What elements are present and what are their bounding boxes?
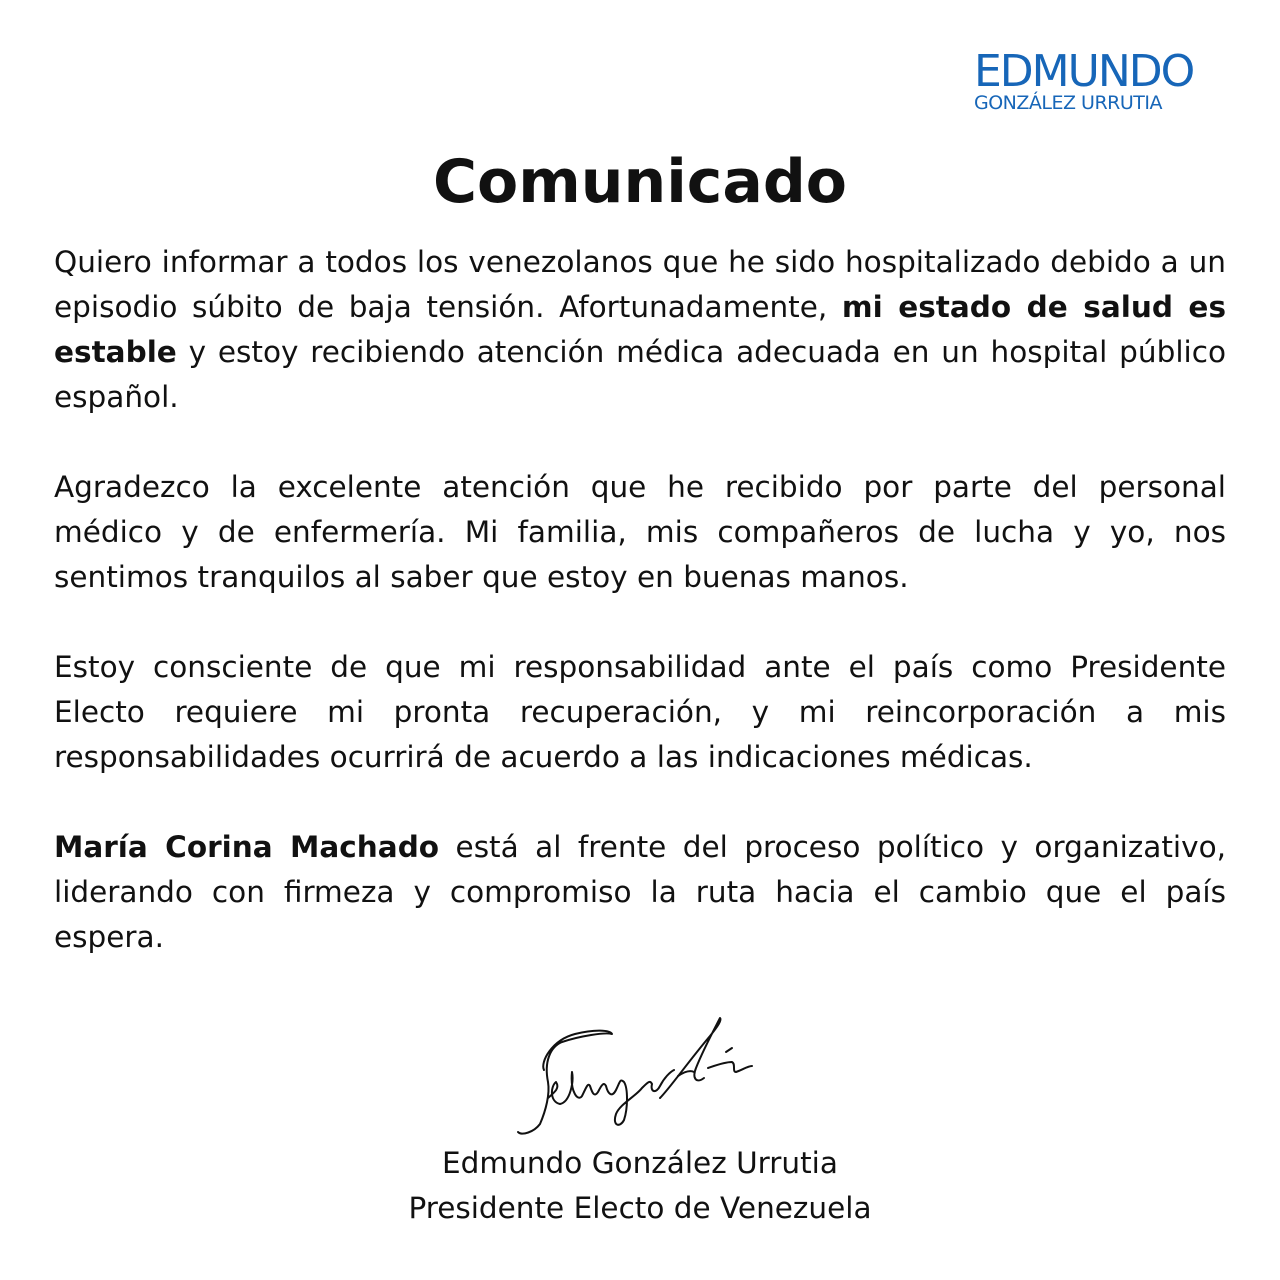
logo — [974, 46, 1204, 114]
paragraph-2: Agradezco la excelente atención que he recibido por parte del personal médico y de enfermería. Mi familia, mis compañeros de lucha y yo, nos sentimos tranquilos al saber que estoy en buenas manos. — [54, 470, 1226, 594]
paragraph-1-bold: mi estado de salud es estable — [54, 290, 1227, 369]
paragraph-1-text-start: Quiero informar a todos los venezolanos que he sido hospitalizado debido a un episodio súbito de baja tensión. Afortunadamente, — [54, 245, 1226, 324]
paragraph-4-bold: María Corina Machado — [54, 830, 440, 864]
logo-name: EDMUNDO — [974, 46, 1194, 97]
paragraph-1-text-end: y estoy recibiendo atención médica adecuada en un hospital público español. — [54, 335, 1226, 414]
signatory-name: Edmundo González Urrutia — [442, 1146, 838, 1180]
handwritten-signature — [500, 1012, 770, 1142]
page-title: Comunicado — [433, 147, 847, 217]
paragraph-3: Estoy consciente de que mi responsabilidad ante el país como Presidente Electo requiere mi pronta recuperación, y mi reincorporación a mis responsabilidades ocurrirá de acuerdo a las indicaciones médicas. — [54, 650, 1226, 774]
paragraph-4 — [54, 825, 1226, 960]
paragraph-1 — [54, 240, 1226, 420]
statement-body — [54, 240, 1226, 1005]
signatory-role: Presidente Electo de Venezuela — [408, 1191, 872, 1225]
logo-surname: GONZÁLEZ URRUTIA — [974, 92, 1162, 114]
paragraph-4-text: está al frente del proceso político y organizativo, liderando con firmeza y compromiso la ruta hacia el cambio que el país espera. — [54, 830, 1226, 954]
